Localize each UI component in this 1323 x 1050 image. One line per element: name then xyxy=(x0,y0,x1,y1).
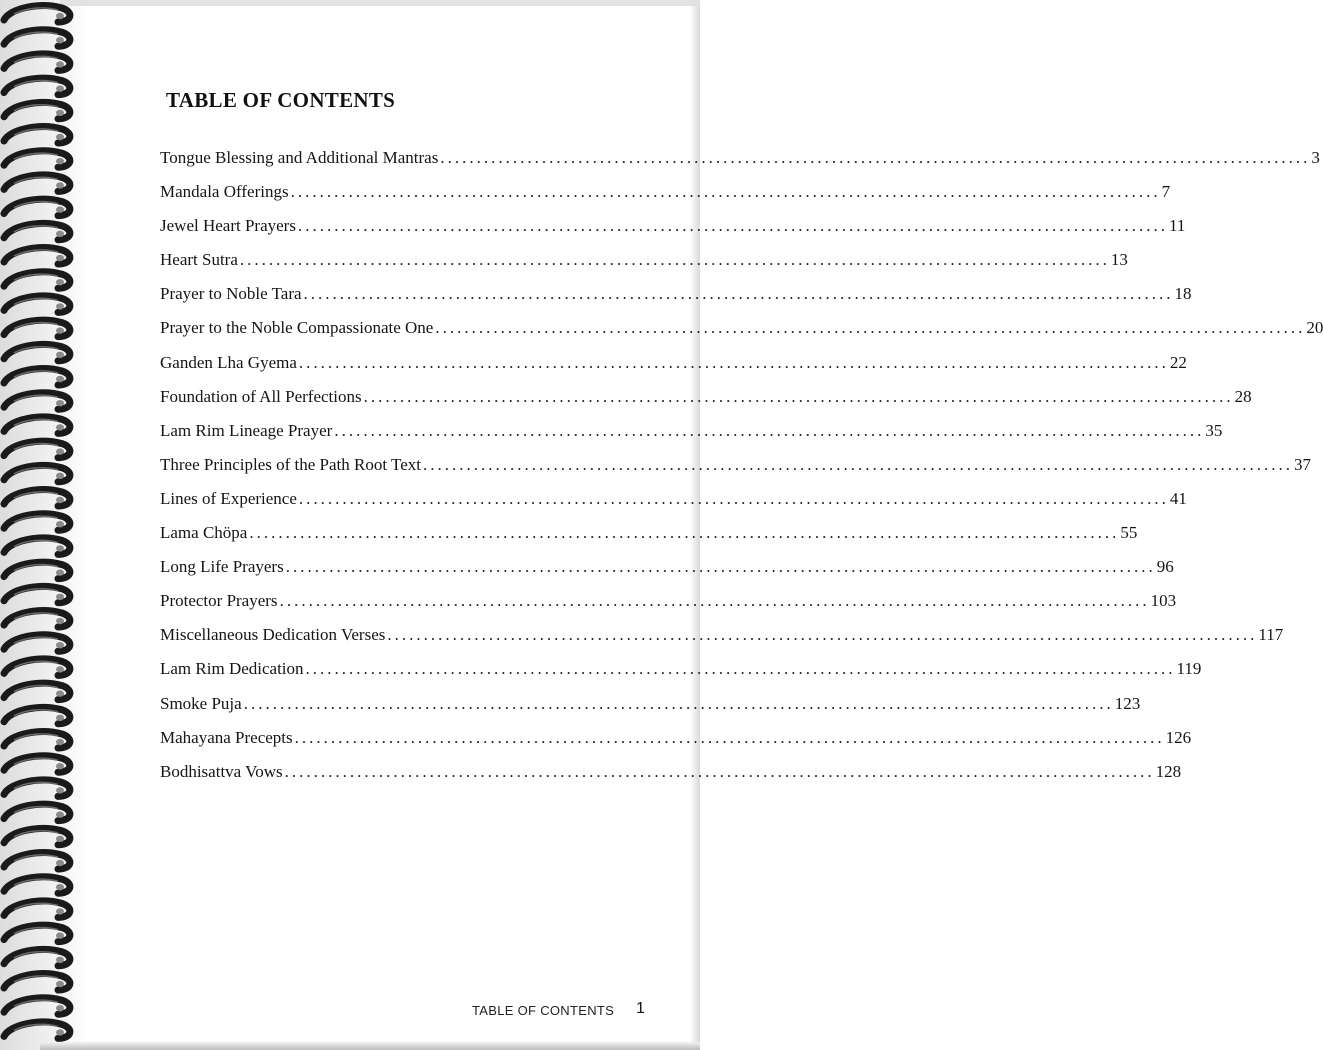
toc-entry xyxy=(160,454,1312,489)
toc-entry-page-number: 117 xyxy=(1258,625,1284,645)
page-edge-top xyxy=(60,0,700,6)
toc-entry xyxy=(160,182,1171,216)
toc-entry-label: Long Life Prayers xyxy=(160,557,284,577)
dot-leader: ........................................................................................................................ xyxy=(243,693,1114,713)
binding-hole xyxy=(56,957,64,963)
toc-entry-label: Smoke Puja xyxy=(160,693,242,713)
toc-entry xyxy=(160,148,1320,182)
dot-leader: ........................................................................................................................ xyxy=(284,761,1155,781)
binding-hole xyxy=(56,860,64,866)
toc-entry xyxy=(160,557,1174,591)
dot-leader: ........................................................................................................................ xyxy=(298,488,1169,508)
toc-entry-label: Prayer to Noble Tara xyxy=(160,284,302,304)
toc-entry xyxy=(160,216,1186,250)
page-edge-bottom xyxy=(40,1042,700,1050)
toc-entry xyxy=(160,591,1177,625)
toc-entry xyxy=(160,284,1192,318)
page-title: TABLE OF CONTENTS xyxy=(166,88,396,112)
toc-entry-label: Lines of Experience xyxy=(160,488,297,508)
binding-hole xyxy=(56,618,64,624)
dot-leader: ........................................................................................................................ xyxy=(387,625,1258,645)
toc-entry-label: Tongue Blessing and Additional Mantras xyxy=(160,148,439,167)
binding-hole xyxy=(56,884,64,890)
binding-hole xyxy=(56,521,64,527)
toc-entry-page-number: 96 xyxy=(1156,557,1174,577)
footer-section-label: TABLE OF CONTENTS xyxy=(472,1003,615,1018)
binding-hole xyxy=(56,787,64,793)
binding-hole xyxy=(56,206,64,212)
toc-entry xyxy=(160,693,1141,728)
binding-hole xyxy=(56,255,64,261)
binding-hole xyxy=(56,61,64,67)
binding-hole xyxy=(56,400,64,406)
binding-hole xyxy=(56,473,64,479)
binding-hole xyxy=(56,182,64,188)
toc-entry-label: Lam Rim Dedication xyxy=(160,659,304,679)
toc-entry-page-number: 126 xyxy=(1165,727,1192,747)
binding-hole xyxy=(56,666,64,672)
dot-leader: ........................................................................................................................ xyxy=(285,557,1156,577)
toc-entry-page-number: 35 xyxy=(1205,420,1223,440)
binding-hole xyxy=(56,158,64,164)
dot-leader: ........................................................................................................................ xyxy=(249,523,1120,543)
toc-entry-page-number: 20 xyxy=(1306,318,1323,338)
toc-entry-page-number: 55 xyxy=(1120,523,1138,543)
dot-leader: ........................................................................................................................ xyxy=(363,386,1234,406)
dot-leader: ........................................................................................................................ xyxy=(294,727,1165,747)
toc-list xyxy=(160,148,1323,796)
binding-hole xyxy=(56,231,64,237)
toc-entry-page-number: 41 xyxy=(1169,488,1187,508)
dot-leader: ........................................................................................................................ xyxy=(298,352,1169,372)
binding-hole xyxy=(56,1005,64,1011)
toc-entry xyxy=(160,352,1187,387)
binding-hole xyxy=(56,908,64,914)
binding-hole xyxy=(56,424,64,430)
toc-entry xyxy=(160,250,1128,284)
toc-entry-page-number: 123 xyxy=(1114,693,1141,713)
toc-entry-label: Ganden Lha Gyema xyxy=(160,352,297,372)
binding-hole xyxy=(56,981,64,987)
toc-entry-label: Foundation of All Perfections xyxy=(160,386,362,406)
dot-leader: ........................................................................................................................ xyxy=(423,454,1294,474)
toc-entry-page-number: 22 xyxy=(1169,352,1187,372)
binding-hole xyxy=(56,13,64,19)
toc-entry-page-number: 128 xyxy=(1155,761,1182,781)
binding-hole xyxy=(56,85,64,91)
binding-hole xyxy=(56,134,64,140)
toc-entry xyxy=(160,659,1202,693)
toc-entry-page-number: 103 xyxy=(1150,591,1177,611)
toc-entry-page-number: 7 xyxy=(1161,182,1171,202)
binding-hole xyxy=(56,37,64,43)
binding-hole xyxy=(56,448,64,454)
toc-entry-page-number: 28 xyxy=(1234,386,1252,406)
toc-entry-page-number: 13 xyxy=(1110,250,1128,270)
dot-leader: ........................................................................................................................ xyxy=(305,659,1176,679)
binding-hole xyxy=(56,690,64,696)
toc-entry-label: Prayer to the Noble Compassionate One xyxy=(160,318,434,338)
toc-entry-label: Jewel Heart Prayers xyxy=(160,216,296,236)
dot-leader: ........................................................................................................................ xyxy=(290,182,1161,202)
toc-entry xyxy=(160,523,1138,557)
toc-entry-label: Bodhisattva Vows xyxy=(160,761,283,781)
toc-entry-label: Mahayana Precepts xyxy=(160,727,293,747)
binding-hole xyxy=(56,545,64,551)
dot-leader: ........................................................................................................................ xyxy=(435,318,1306,338)
toc-entry xyxy=(160,625,1284,659)
binding-hole xyxy=(56,279,64,285)
binding-hole xyxy=(56,594,64,600)
toc-entry xyxy=(160,420,1223,455)
binding-hole xyxy=(56,1029,64,1035)
toc-entry xyxy=(160,386,1252,421)
toc-entry-page-number: 37 xyxy=(1294,454,1312,474)
binding-hole xyxy=(56,376,64,382)
toc-entry-page-number: 119 xyxy=(1176,659,1202,679)
binding-hole xyxy=(56,327,64,333)
binding-hole xyxy=(56,352,64,358)
binding-hole xyxy=(56,497,64,503)
binding-hole xyxy=(56,303,64,309)
toc-entry-label: Protector Prayers xyxy=(160,591,278,611)
binding-hole xyxy=(56,811,64,817)
toc-entry xyxy=(160,488,1187,523)
dot-leader: ........................................................................................................................ xyxy=(297,216,1168,236)
toc-entry-page-number: 3 xyxy=(1311,148,1320,167)
binding-hole xyxy=(56,836,64,842)
toc-entry-label: Three Principles of the Path Root Text xyxy=(160,454,422,474)
toc-entry-label: Lam Rim Lineage Prayer xyxy=(160,420,333,440)
binding-hole xyxy=(56,715,64,721)
binding-hole xyxy=(56,110,64,116)
binding-hole xyxy=(56,932,64,938)
toc-entry xyxy=(160,727,1192,762)
toc-entry-label: Heart Sutra xyxy=(160,250,238,270)
binding-hole xyxy=(56,763,64,769)
dot-leader: ........................................................................................................................ xyxy=(440,148,1311,167)
binding-hole xyxy=(56,642,64,648)
toc-entry-page-number: 11 xyxy=(1168,216,1186,236)
toc-entry-label: Lama Chöpa xyxy=(160,523,248,543)
binding-hole xyxy=(56,569,64,575)
toc-entry-label: Mandala Offerings xyxy=(160,182,289,202)
footer-page-number: 1 xyxy=(636,1000,645,1017)
toc-entry xyxy=(160,761,1182,796)
dot-leader: ........................................................................................................................ xyxy=(303,284,1174,304)
toc-entry-page-number: 18 xyxy=(1174,284,1192,304)
spiral-binding-icon xyxy=(0,0,80,1050)
dot-leader: ........................................................................................................................ xyxy=(239,250,1110,270)
toc-entry-label: Miscellaneous Dedication Verses xyxy=(160,625,386,645)
toc-entry xyxy=(160,318,1323,352)
dot-leader: ........................................................................................................................ xyxy=(279,591,1150,611)
binding-hole xyxy=(56,739,64,745)
dot-leader: ........................................................................................................................ xyxy=(334,420,1205,440)
